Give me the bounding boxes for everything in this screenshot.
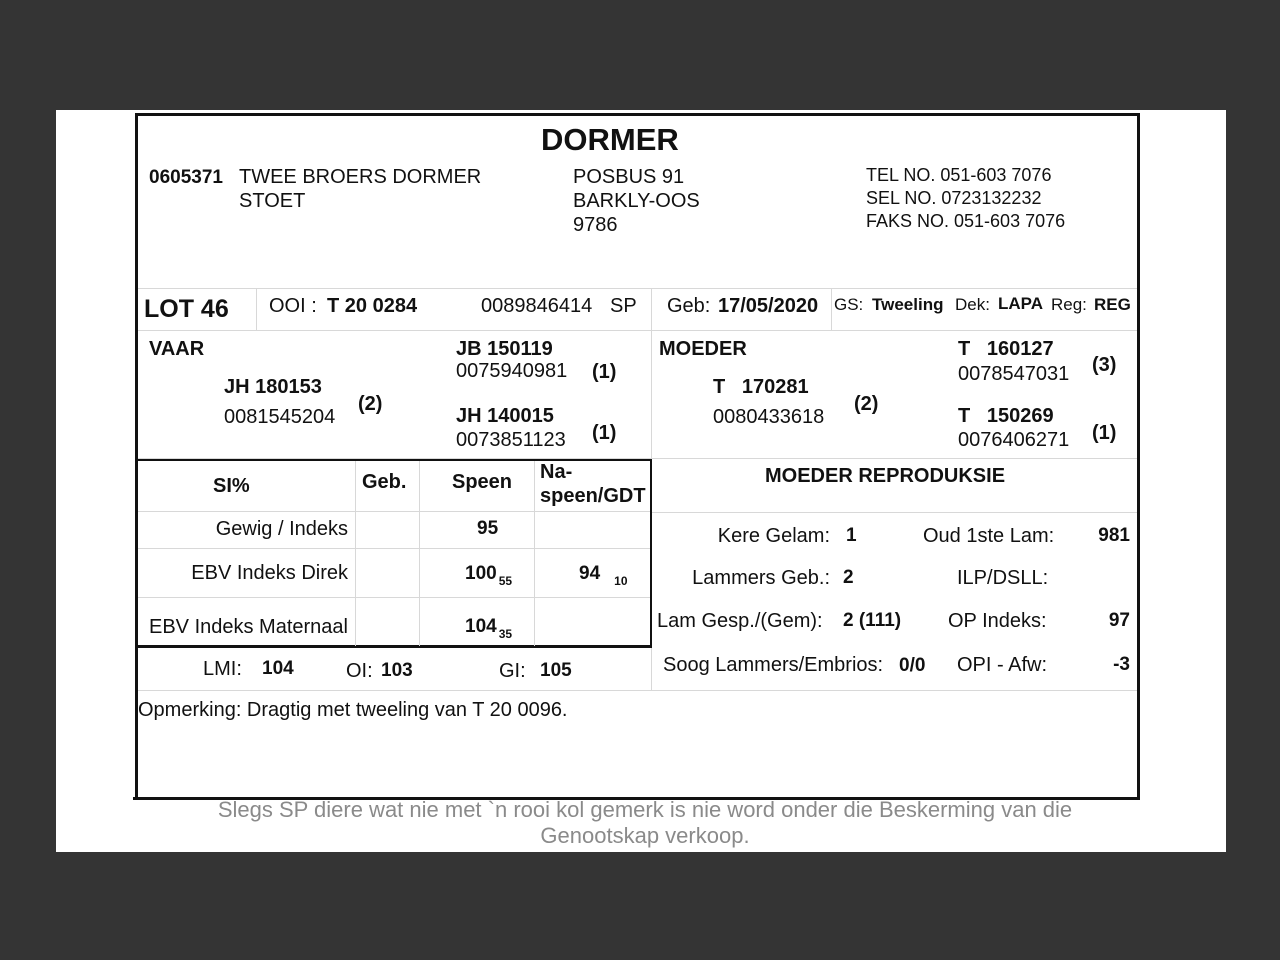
dam-dam-id: T 150269	[958, 405, 1054, 427]
row-direk-speen-value: 100	[465, 563, 497, 584]
naspeen-header-line2: speen/GDT	[540, 485, 646, 507]
ilp-dsll-label: ILP/DSLL:	[957, 567, 1049, 589]
grid-line	[355, 461, 356, 646]
sire-count: (2)	[358, 393, 383, 415]
soog-lammers-label: Soog Lammers/Embrios:	[663, 654, 884, 676]
sire-dam-id: JH 140015	[456, 405, 554, 427]
row-maternaal-label: EBV Indeks Maternaal	[149, 616, 348, 638]
speen-header: Speen	[452, 471, 513, 493]
gi-value: 105	[540, 660, 572, 681]
address-line2: BARKLY-OOS	[573, 190, 700, 212]
lam-gesp-label: Lam Gesp./(Gem):	[657, 610, 823, 632]
op-indeks-value: 97	[1108, 610, 1130, 631]
row-direk-naspeen-value: 94	[579, 563, 601, 584]
row-maternaal-speen-value: 104	[465, 616, 497, 637]
birth-date-value: 17/05/2020	[718, 295, 819, 317]
dek-value: LAPA	[998, 294, 1044, 313]
grid-line	[138, 511, 650, 512]
si-table-border-top	[138, 459, 652, 461]
grid-line	[138, 330, 1137, 331]
sire-dam-count: (1)	[592, 422, 617, 444]
oi-value: 103	[381, 660, 413, 681]
dek-label: Dek:	[955, 295, 990, 314]
dam-number: 0080433618	[713, 406, 825, 428]
dam-sire-number: 0078547031	[958, 363, 1070, 385]
grid-line	[138, 288, 1137, 289]
telephone: TEL NO. 051-603 7076	[866, 165, 1052, 185]
row-direk-speen	[465, 564, 512, 587]
row-direk-naspeen-accuracy: 10	[614, 574, 628, 588]
naspeen-header-line1: Na-	[540, 461, 573, 483]
sire-sire-id: JB 150119	[456, 338, 553, 360]
row-direk-label: EBV Indeks Direk	[191, 562, 348, 584]
dam-sire-count: (3)	[1092, 354, 1117, 376]
lmi-value: 104	[262, 658, 294, 679]
address-line3: 9786	[573, 214, 618, 236]
reg-label: Reg:	[1051, 295, 1087, 314]
oud-1ste-lam-value: 981	[1098, 525, 1130, 546]
row-gewig-speen: 95	[477, 518, 499, 539]
row-gewig-label: Gewig / Indeks	[215, 518, 348, 540]
grid-line	[138, 548, 650, 549]
birth-date-label: Geb:	[667, 295, 711, 317]
border-left	[135, 113, 138, 800]
opi-afw-label: OPI - Afw:	[957, 654, 1048, 676]
dam-id: T 170281	[713, 376, 809, 398]
breed-title: DORMER	[541, 122, 679, 157]
remark: Opmerking: Dragtig met tweeling van T 20 0096.	[138, 699, 568, 721]
dam-count: (2)	[854, 393, 879, 415]
op-indeks-label: OP Indeks:	[948, 610, 1047, 632]
lmi-label: LMI:	[203, 658, 242, 680]
address-line1: POSBUS 91	[573, 166, 685, 188]
fax: FAKS NO. 051-603 7076	[866, 211, 1066, 231]
sp-status: SP	[610, 295, 637, 317]
dam-dam-count: (1)	[1092, 422, 1117, 444]
row-direk-naspeen	[579, 564, 628, 587]
sire-sire-count: (1)	[592, 361, 617, 383]
oi-label: OI:	[346, 660, 373, 682]
grid-line	[534, 461, 535, 646]
dam-sire-id: T 160127	[958, 338, 1054, 360]
border-right	[1137, 113, 1140, 800]
gs-label: GS:	[834, 295, 864, 314]
vaar-label: VAAR	[149, 338, 205, 360]
moeder-label: MOEDER	[659, 338, 747, 360]
breeder-name-line1: TWEE BROERS DORMER	[239, 166, 482, 188]
reg-value: REG	[1094, 295, 1131, 314]
ooi-label: OOI :	[269, 295, 317, 317]
row-direk-speen-accuracy: 55	[498, 574, 513, 588]
sire-number: 0081545204	[224, 406, 336, 428]
si-table-border-bottom	[136, 645, 652, 648]
grid-line	[138, 597, 650, 598]
lammers-geb-label: Lammers Geb.:	[692, 567, 830, 589]
dam-dam-number: 0076406271	[958, 429, 1070, 451]
grid-line	[831, 288, 832, 330]
lam-gesp-value: 2 (111)	[843, 610, 902, 631]
sire-sire-number: 0075940981	[456, 360, 568, 382]
gs-value: Tweeling	[872, 295, 944, 314]
gi-label: GI:	[499, 660, 526, 682]
animal-id-number: 0089846414	[481, 295, 593, 317]
ooi-value: T 20 0284	[327, 295, 418, 317]
kere-gelam-value: 1	[846, 525, 857, 546]
row-maternaal-speen-accuracy: 35	[498, 627, 513, 641]
sire-dam-number: 0073851123	[456, 429, 566, 451]
member-number: 0605371	[149, 167, 223, 188]
grid-line	[419, 461, 420, 646]
footer-note: Slegs SP diere wat nie met `n rooi kol gemerk is nie word onder die Beskerming van die Genootskap verkoop.	[217, 797, 1073, 848]
grid-line	[256, 288, 257, 330]
grid-line	[138, 690, 1137, 691]
breeder-name-line2: STOET	[239, 190, 306, 212]
si-header: SI%	[213, 475, 250, 497]
grid-line	[652, 512, 1137, 513]
reproduction-title: MOEDER REPRODUKSIE	[765, 465, 1006, 487]
cellphone: SEL NO. 0723132232	[866, 188, 1042, 208]
lammers-geb-value: 2	[843, 567, 854, 588]
si-table-border-right	[650, 459, 652, 648]
border-top	[135, 113, 1140, 116]
geb-header: Geb.	[362, 471, 407, 493]
sire-id: JH 180153	[224, 376, 322, 398]
soog-lammers-value: 0/0	[899, 655, 926, 676]
kere-gelam-label: Kere Gelam:	[717, 525, 830, 547]
row-maternaal-speen	[465, 617, 512, 640]
opi-afw-value: -3	[1113, 654, 1130, 675]
lot-number: LOT 46	[144, 295, 229, 323]
oud-1ste-lam-label: Oud 1ste Lam:	[923, 525, 1055, 547]
